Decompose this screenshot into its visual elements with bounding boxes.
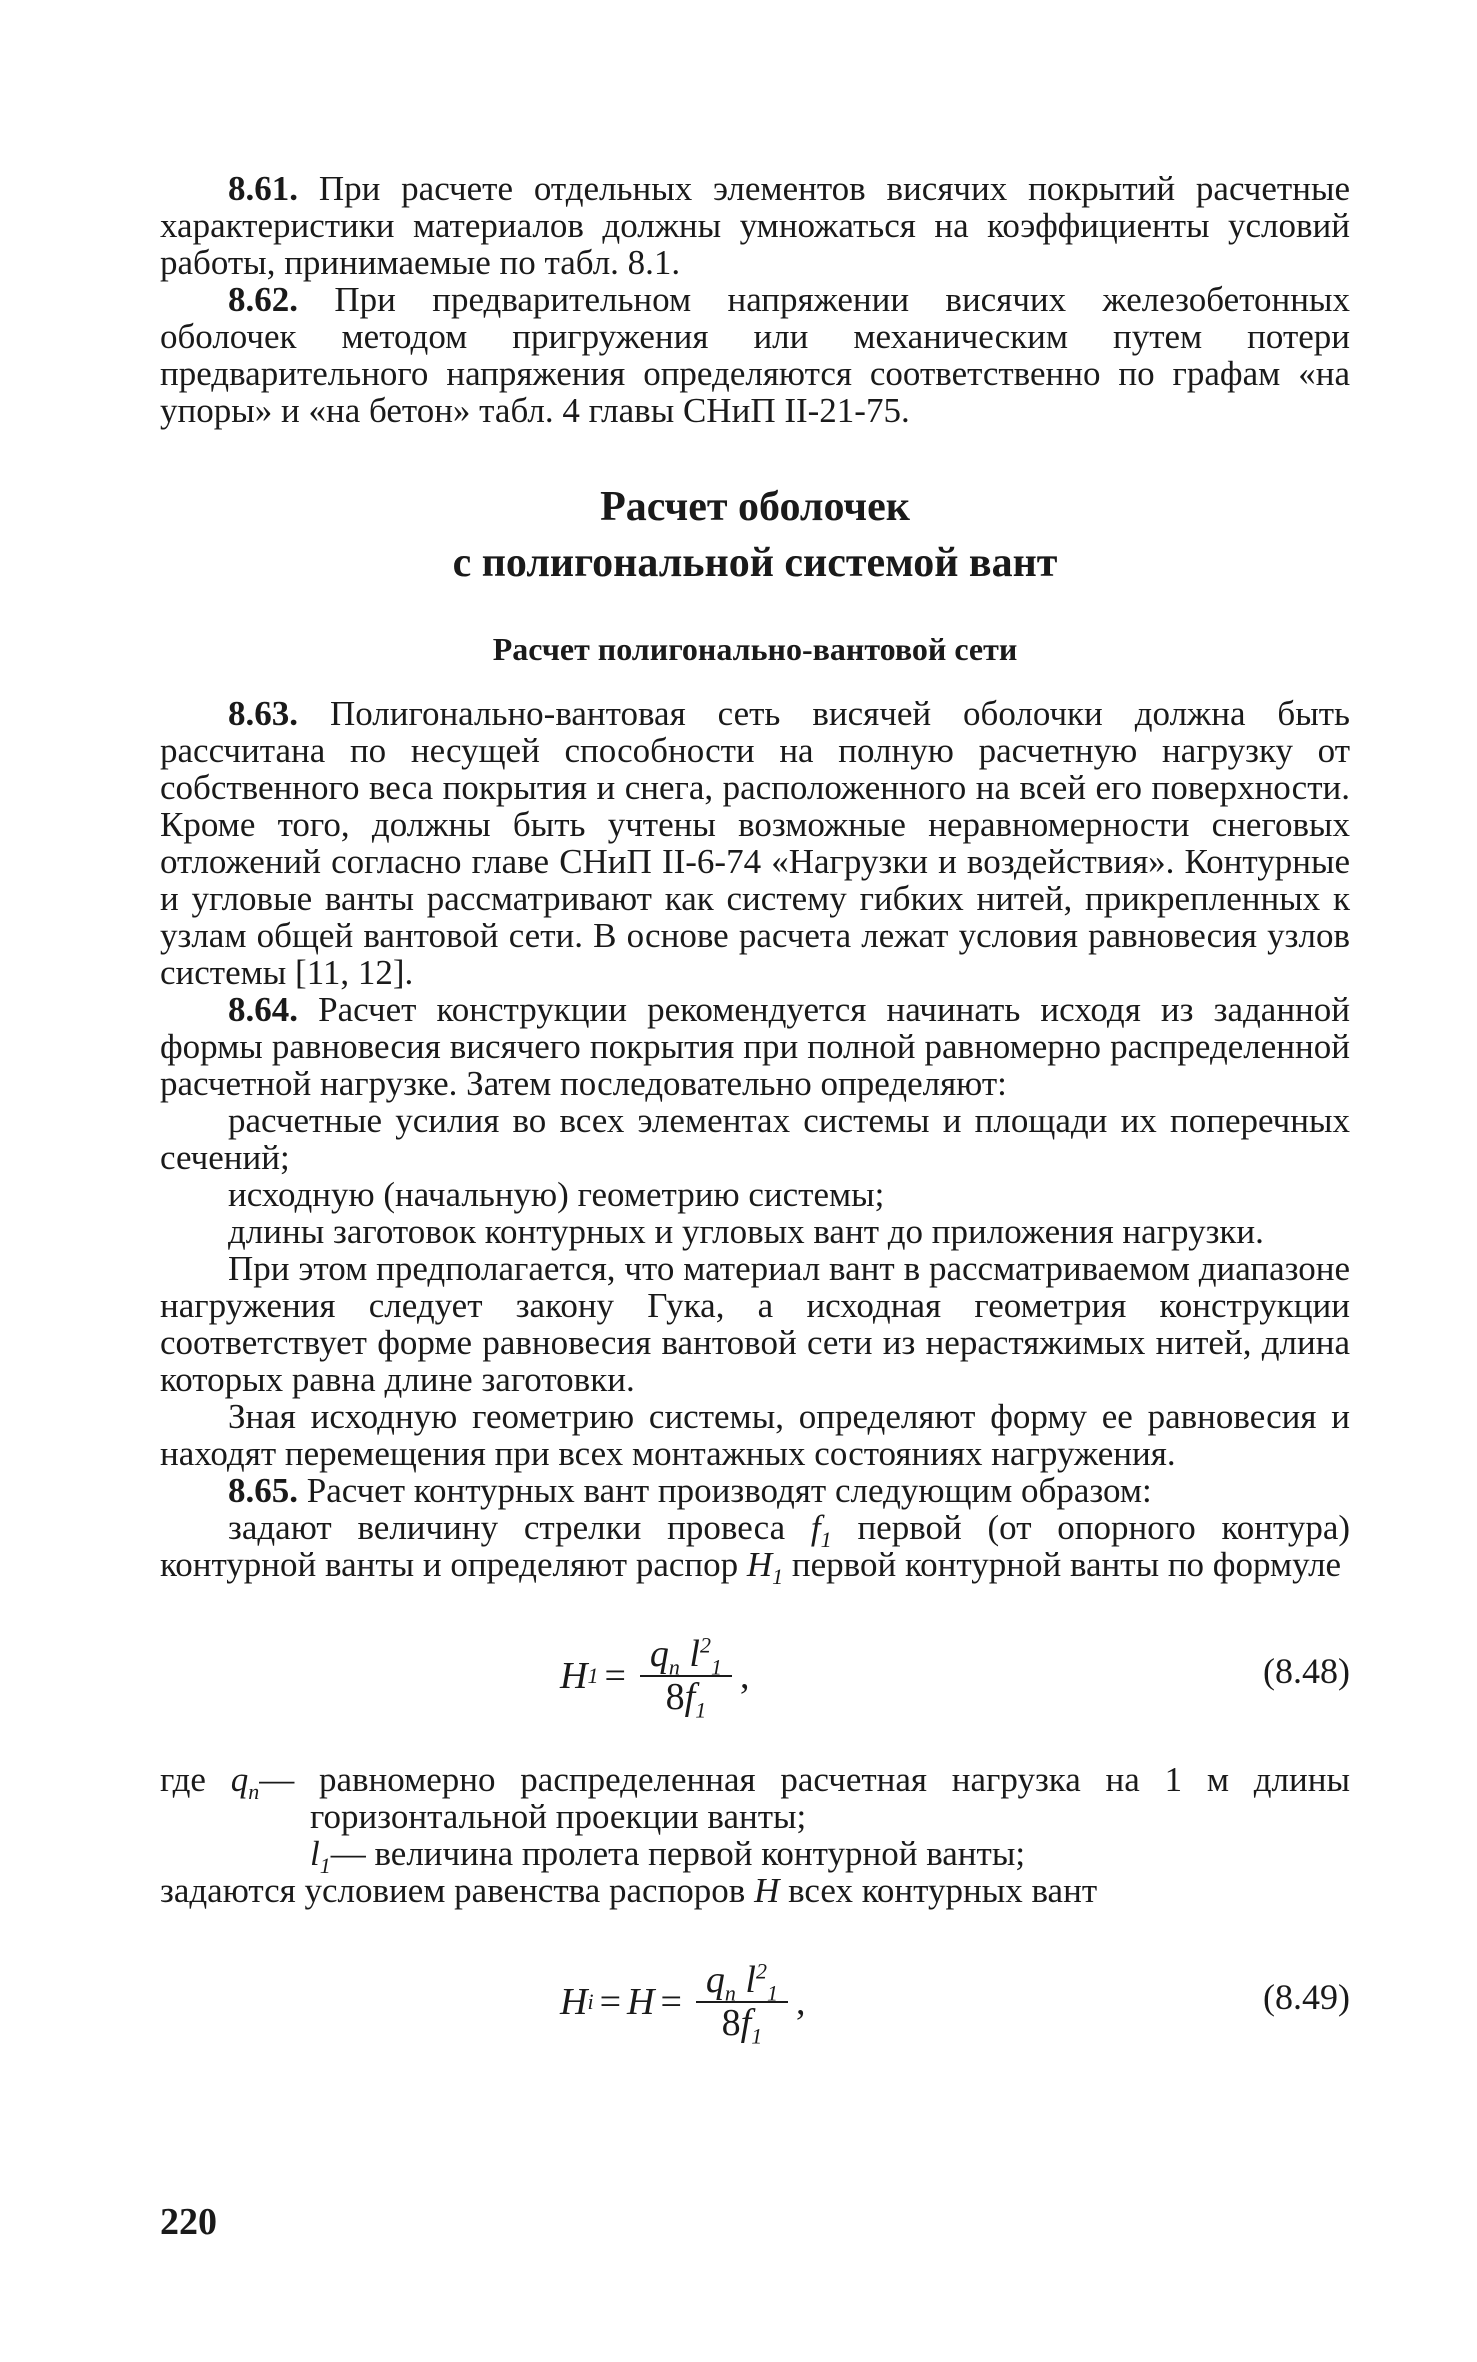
item-number: 8.64. [228, 990, 298, 1029]
paragraph-hooke: При этом предполагается, что материал вант в рассматриваемом диапазоне нагружения следует закону Гука, а исходная геометрия конструкции соответствует форме равновесия вантовой сети из нерастяжимых нитей, длина которых равна длине заготовки. [160, 1249, 1350, 1399]
page-number: 220 [160, 2201, 217, 2243]
where-l: $l_1—$ величина пролета первой контурной ванты; [310, 1834, 1026, 1878]
paragraph-8-65 [160, 1472, 1350, 1509]
paragraph-text: Полигонально-вантовая сеть висячей оболочки должна быть рассчитана по несущей способности на полную расчетную нагрузку от собственного веса покрытия и снега, расположенного на всей его поверхности. Кроме того, должны быть учтены возможные неравномерности снеговых отложений согласно главе СНиП II-6-74 «Нагрузки и воздействия». Контурные и угловые ванты рассматривают как систему гибких нитей, прикрепленных к узлам общей вантовой сети. В основе расчета лежат условия равновесия узлов системы [11, 12]. [160, 694, 1351, 992]
paragraph-8-61 [160, 170, 1350, 281]
fraction: $\frac{q_п l^2_1}{8f_1}$ [640, 1634, 732, 1718]
list-item: длины заготовок контурных и угловых вант до приложения нагрузки. [228, 1212, 1264, 1251]
paragraph-8-62 [160, 281, 1350, 429]
list-item: расчетные усилия во всех элементах системы и площади их поперечных сечений; [160, 1101, 1350, 1177]
paragraph-geometry: Зная исходную геометрию системы, определяют форму ее равновесия и находят перемещения при всех монтажных состояниях нагружения. [160, 1397, 1350, 1473]
item-number: 8.62. [228, 280, 298, 319]
paragraph-text: При расчете отдельных элементов висячих покрытий расчетные характеристики материалов должны умножаться на коэффициенты условий работы, принимаемые по табл. 8.1. [160, 169, 1350, 282]
condition-text: задаются условием равенства распоров H всех контурных вант [160, 1871, 1098, 1910]
paragraph-8-64 [160, 991, 1350, 1102]
formula-8-49 [160, 1927, 1350, 2077]
formula-8-48 [160, 1601, 1350, 1751]
paragraph-text: Расчет конструкции рекомендуется начинать исходя из заданной формы равновесия висячего покрытия при полной равномерно распределенной расчетной нагрузке. Затем последовательно определяют: [160, 990, 1351, 1103]
section-heading [160, 479, 1350, 591]
paragraph-text: Расчет контурных вант производят следующим образом: [306, 1471, 1152, 1510]
symbol-H1: $H_1$ [746, 1545, 784, 1589]
list-item: исходную (начальную) геометрию системы; [228, 1175, 885, 1214]
paragraph-text: При предварительном напряжении висячих железобетонных оболочек методом пригружения или механическим путем потери предварительного напряжения определяются соответственно по графам «на упоры» и «на бетон» табл. 4 главы СНиП II-21-75. [160, 280, 1350, 430]
formula-expression: H 1 = $\frac{q_п l^2_1}{8f_1}$ , [560, 1632, 750, 1723]
section-heading-line-2: с полигональной системой вант [452, 540, 1058, 586]
where-q: где $q_п—$ равномерно распределенная расчетная нагрузка на 1 м длины горизонтальной проекции ванты; [160, 1760, 1351, 1836]
subsection-heading: Расчет полигонально-вантовой сети [492, 631, 1018, 667]
equation-number: (8.48) [1263, 1651, 1350, 1691]
item-number: 8.61. [228, 169, 298, 208]
paragraph-8-63 [160, 695, 1350, 991]
equation-number: (8.49) [1263, 1977, 1350, 2017]
page-content [160, 170, 1350, 2087]
symbol-f1: $f_1$ [810, 1508, 832, 1552]
fraction: $\frac{q_п l^2_1}{8f_1}$ [696, 1960, 788, 2044]
section-heading-line-1: Расчет оболочек [600, 484, 910, 530]
paragraph-8-65-continued: задают величину стрелки провеса $f_1$ первой (от опорного контура) контурной ванты и определяют распор $H_1$ первой контурной ванты по формуле [160, 1508, 1351, 1589]
formula-expression: H i = H = $\frac{q_п l^2_1}{8f_1}$ , [560, 1958, 806, 2049]
item-number: 8.63. [228, 694, 298, 733]
item-number: 8.65. [228, 1471, 298, 1510]
